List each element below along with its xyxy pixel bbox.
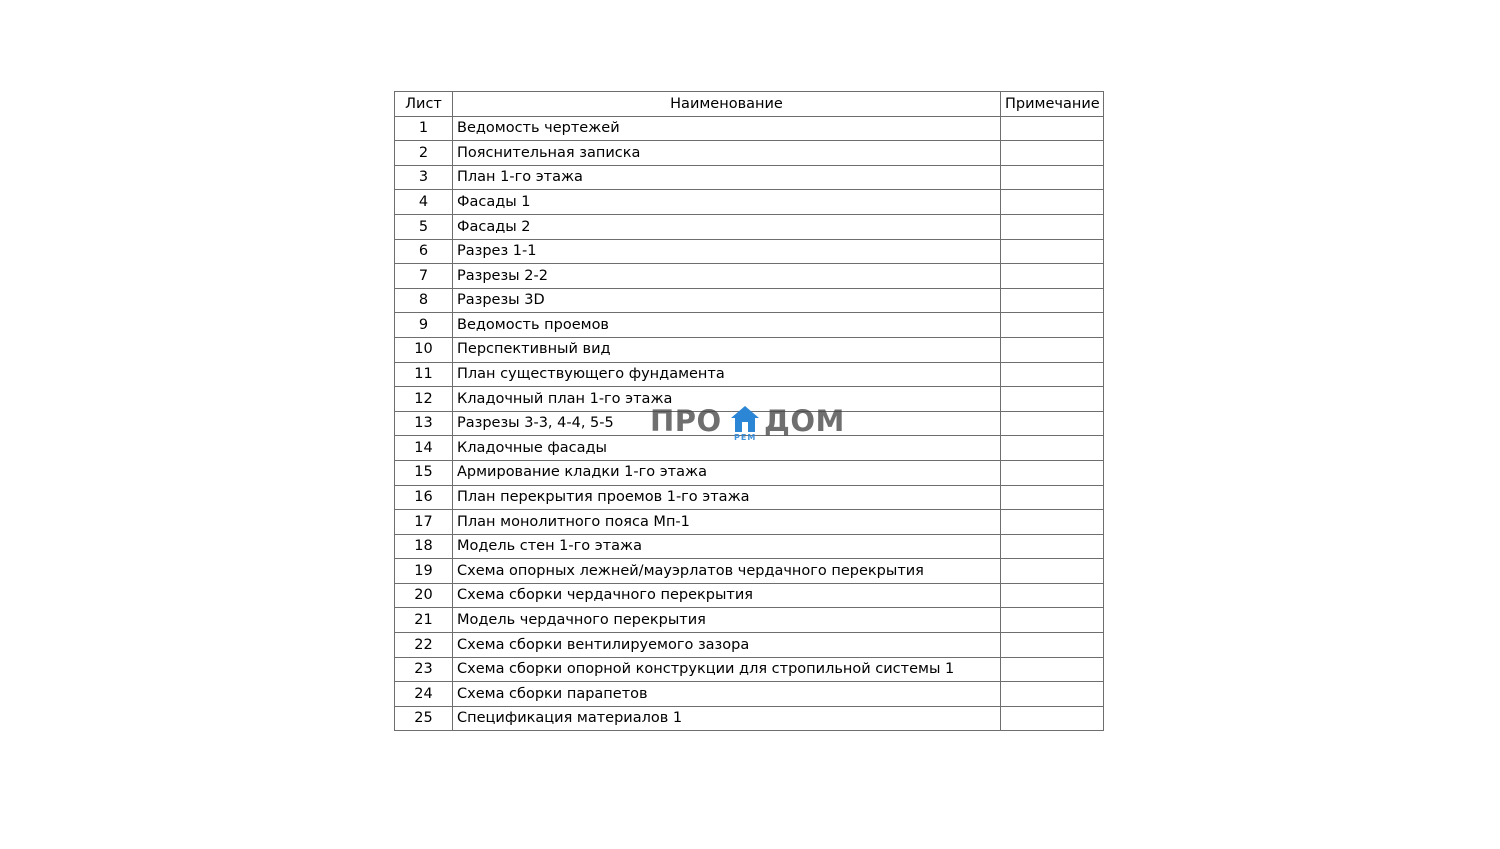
- sheet-number-cell: 20: [395, 583, 453, 608]
- sheet-name-cell: Перспективный вид: [453, 337, 1001, 362]
- sheet-number-cell: 7: [395, 264, 453, 289]
- sheet-name-cell: Схема сборки вентилируемого зазора: [453, 633, 1001, 658]
- table-header-row: [395, 92, 1104, 117]
- watermark-right-text: ДОМ: [764, 404, 845, 438]
- sheet-name-cell: Фасады 1: [453, 190, 1001, 215]
- header-sheet: Лист: [395, 92, 453, 117]
- sheet-name-cell: Кладочные фасады: [453, 436, 1001, 461]
- table-row: [395, 706, 1104, 731]
- sheet-name-cell: Схема сборки парапетов: [453, 682, 1001, 707]
- sheet-name-cell: План монолитного пояса Мп-1: [453, 510, 1001, 535]
- sheet-number-cell: 4: [395, 190, 453, 215]
- table-row: [395, 387, 1104, 412]
- table-row: [395, 313, 1104, 338]
- sheet-name-cell: Армирование кладки 1-го этажа: [453, 460, 1001, 485]
- sheet-name-cell: Ведомость чертежей: [453, 116, 1001, 141]
- sheet-note-cell: [1001, 116, 1104, 141]
- sheet-note-cell: [1001, 657, 1104, 682]
- sheet-number-cell: 15: [395, 460, 453, 485]
- table-row: [395, 141, 1104, 166]
- sheet-number-cell: 9: [395, 313, 453, 338]
- sheet-name-cell: Пояснительная записка: [453, 141, 1001, 166]
- sheet-name-cell: Разрезы 2-2: [453, 264, 1001, 289]
- sheet-note-cell: [1001, 239, 1104, 264]
- watermark-left-text: ПРО: [650, 404, 722, 438]
- sheet-note-cell: [1001, 706, 1104, 731]
- sheet-number-cell: 14: [395, 436, 453, 461]
- sheet-note-cell: [1001, 411, 1104, 436]
- table-row: [395, 214, 1104, 239]
- sheet-note-cell: [1001, 190, 1104, 215]
- table-body: [395, 116, 1104, 731]
- sheet-note-cell: [1001, 264, 1104, 289]
- sheet-name-cell: План 1-го этажа: [453, 165, 1001, 190]
- table-row: [395, 165, 1104, 190]
- sheet-number-cell: 8: [395, 288, 453, 313]
- table-row: [395, 657, 1104, 682]
- sheet-note-cell: [1001, 387, 1104, 412]
- watermark-sub-text: РЕМ: [734, 433, 757, 442]
- table-row: [395, 411, 1104, 436]
- sheet-name-cell: Модель стен 1-го этажа: [453, 534, 1001, 559]
- sheet-name-cell: Модель чердачного перекрытия: [453, 608, 1001, 633]
- table-row: [395, 116, 1104, 141]
- sheet-note-cell: [1001, 141, 1104, 166]
- sheet-name-cell: План существующего фундамента: [453, 362, 1001, 387]
- table-row: [395, 436, 1104, 461]
- sheet-number-cell: 25: [395, 706, 453, 731]
- sheet-note-cell: [1001, 559, 1104, 584]
- table-row: [395, 264, 1104, 289]
- sheet-name-cell: Разрез 1-1: [453, 239, 1001, 264]
- table-row: [395, 239, 1104, 264]
- table-row: [395, 190, 1104, 215]
- sheet-name-cell: Фасады 2: [453, 214, 1001, 239]
- table-row: [395, 460, 1104, 485]
- table-row: [395, 288, 1104, 313]
- sheet-note-cell: [1001, 682, 1104, 707]
- sheet-name-cell: План перекрытия проемов 1-го этажа: [453, 485, 1001, 510]
- table-row: [395, 608, 1104, 633]
- sheet-note-cell: [1001, 460, 1104, 485]
- sheet-number-cell: 19: [395, 559, 453, 584]
- sheet-note-cell: [1001, 337, 1104, 362]
- sheet-name-cell: Схема опорных лежней/мауэрлатов чердачного перекрытия: [453, 559, 1001, 584]
- header-name: Наименование: [453, 92, 1001, 117]
- sheet-number-cell: 21: [395, 608, 453, 633]
- sheet-number-cell: 23: [395, 657, 453, 682]
- sheet-number-cell: 5: [395, 214, 453, 239]
- sheet-name-cell: Спецификация материалов 1: [453, 706, 1001, 731]
- sheet-note-cell: [1001, 436, 1104, 461]
- header-note: Примечание: [1001, 92, 1104, 117]
- table-row: [395, 559, 1104, 584]
- sheet-number-cell: 1: [395, 116, 453, 141]
- sheet-number-cell: 22: [395, 633, 453, 658]
- sheet-number-cell: 18: [395, 534, 453, 559]
- table-row: [395, 633, 1104, 658]
- table-row: [395, 362, 1104, 387]
- sheet-note-cell: [1001, 583, 1104, 608]
- sheet-name-cell: Схема сборки опорной конструкции для стропильной системы 1: [453, 657, 1001, 682]
- table-row: [395, 682, 1104, 707]
- table-row: [395, 583, 1104, 608]
- sheet-number-cell: 24: [395, 682, 453, 707]
- table-row: [395, 485, 1104, 510]
- sheet-note-cell: [1001, 313, 1104, 338]
- sheet-note-cell: [1001, 485, 1104, 510]
- table-row: [395, 510, 1104, 535]
- sheet-name-cell: Кладочный план 1-го этажа: [453, 387, 1001, 412]
- sheet-note-cell: [1001, 534, 1104, 559]
- sheet-name-cell: Разрезы 3D: [453, 288, 1001, 313]
- sheet-note-cell: [1001, 165, 1104, 190]
- drawings-list-table: [394, 91, 1104, 731]
- sheet-note-cell: [1001, 214, 1104, 239]
- sheet-number-cell: 17: [395, 510, 453, 535]
- sheet-number-cell: 3: [395, 165, 453, 190]
- sheet-name-cell: Разрезы 3-3, 4-4, 5-5: [453, 411, 1001, 436]
- table-row: [395, 337, 1104, 362]
- sheet-number-cell: 11: [395, 362, 453, 387]
- sheet-note-cell: [1001, 633, 1104, 658]
- sheet-note-cell: [1001, 362, 1104, 387]
- sheet-name-cell: Ведомость проемов: [453, 313, 1001, 338]
- sheet-note-cell: [1001, 288, 1104, 313]
- sheet-number-cell: 10: [395, 337, 453, 362]
- sheet-name-cell: Схема сборки чердачного перекрытия: [453, 583, 1001, 608]
- sheet-number-cell: 12: [395, 387, 453, 412]
- table-row: [395, 534, 1104, 559]
- sheet-number-cell: 13: [395, 411, 453, 436]
- sheet-note-cell: [1001, 608, 1104, 633]
- sheet-note-cell: [1001, 510, 1104, 535]
- sheet-number-cell: 6: [395, 239, 453, 264]
- sheet-number-cell: 2: [395, 141, 453, 166]
- sheet-number-cell: 16: [395, 485, 453, 510]
